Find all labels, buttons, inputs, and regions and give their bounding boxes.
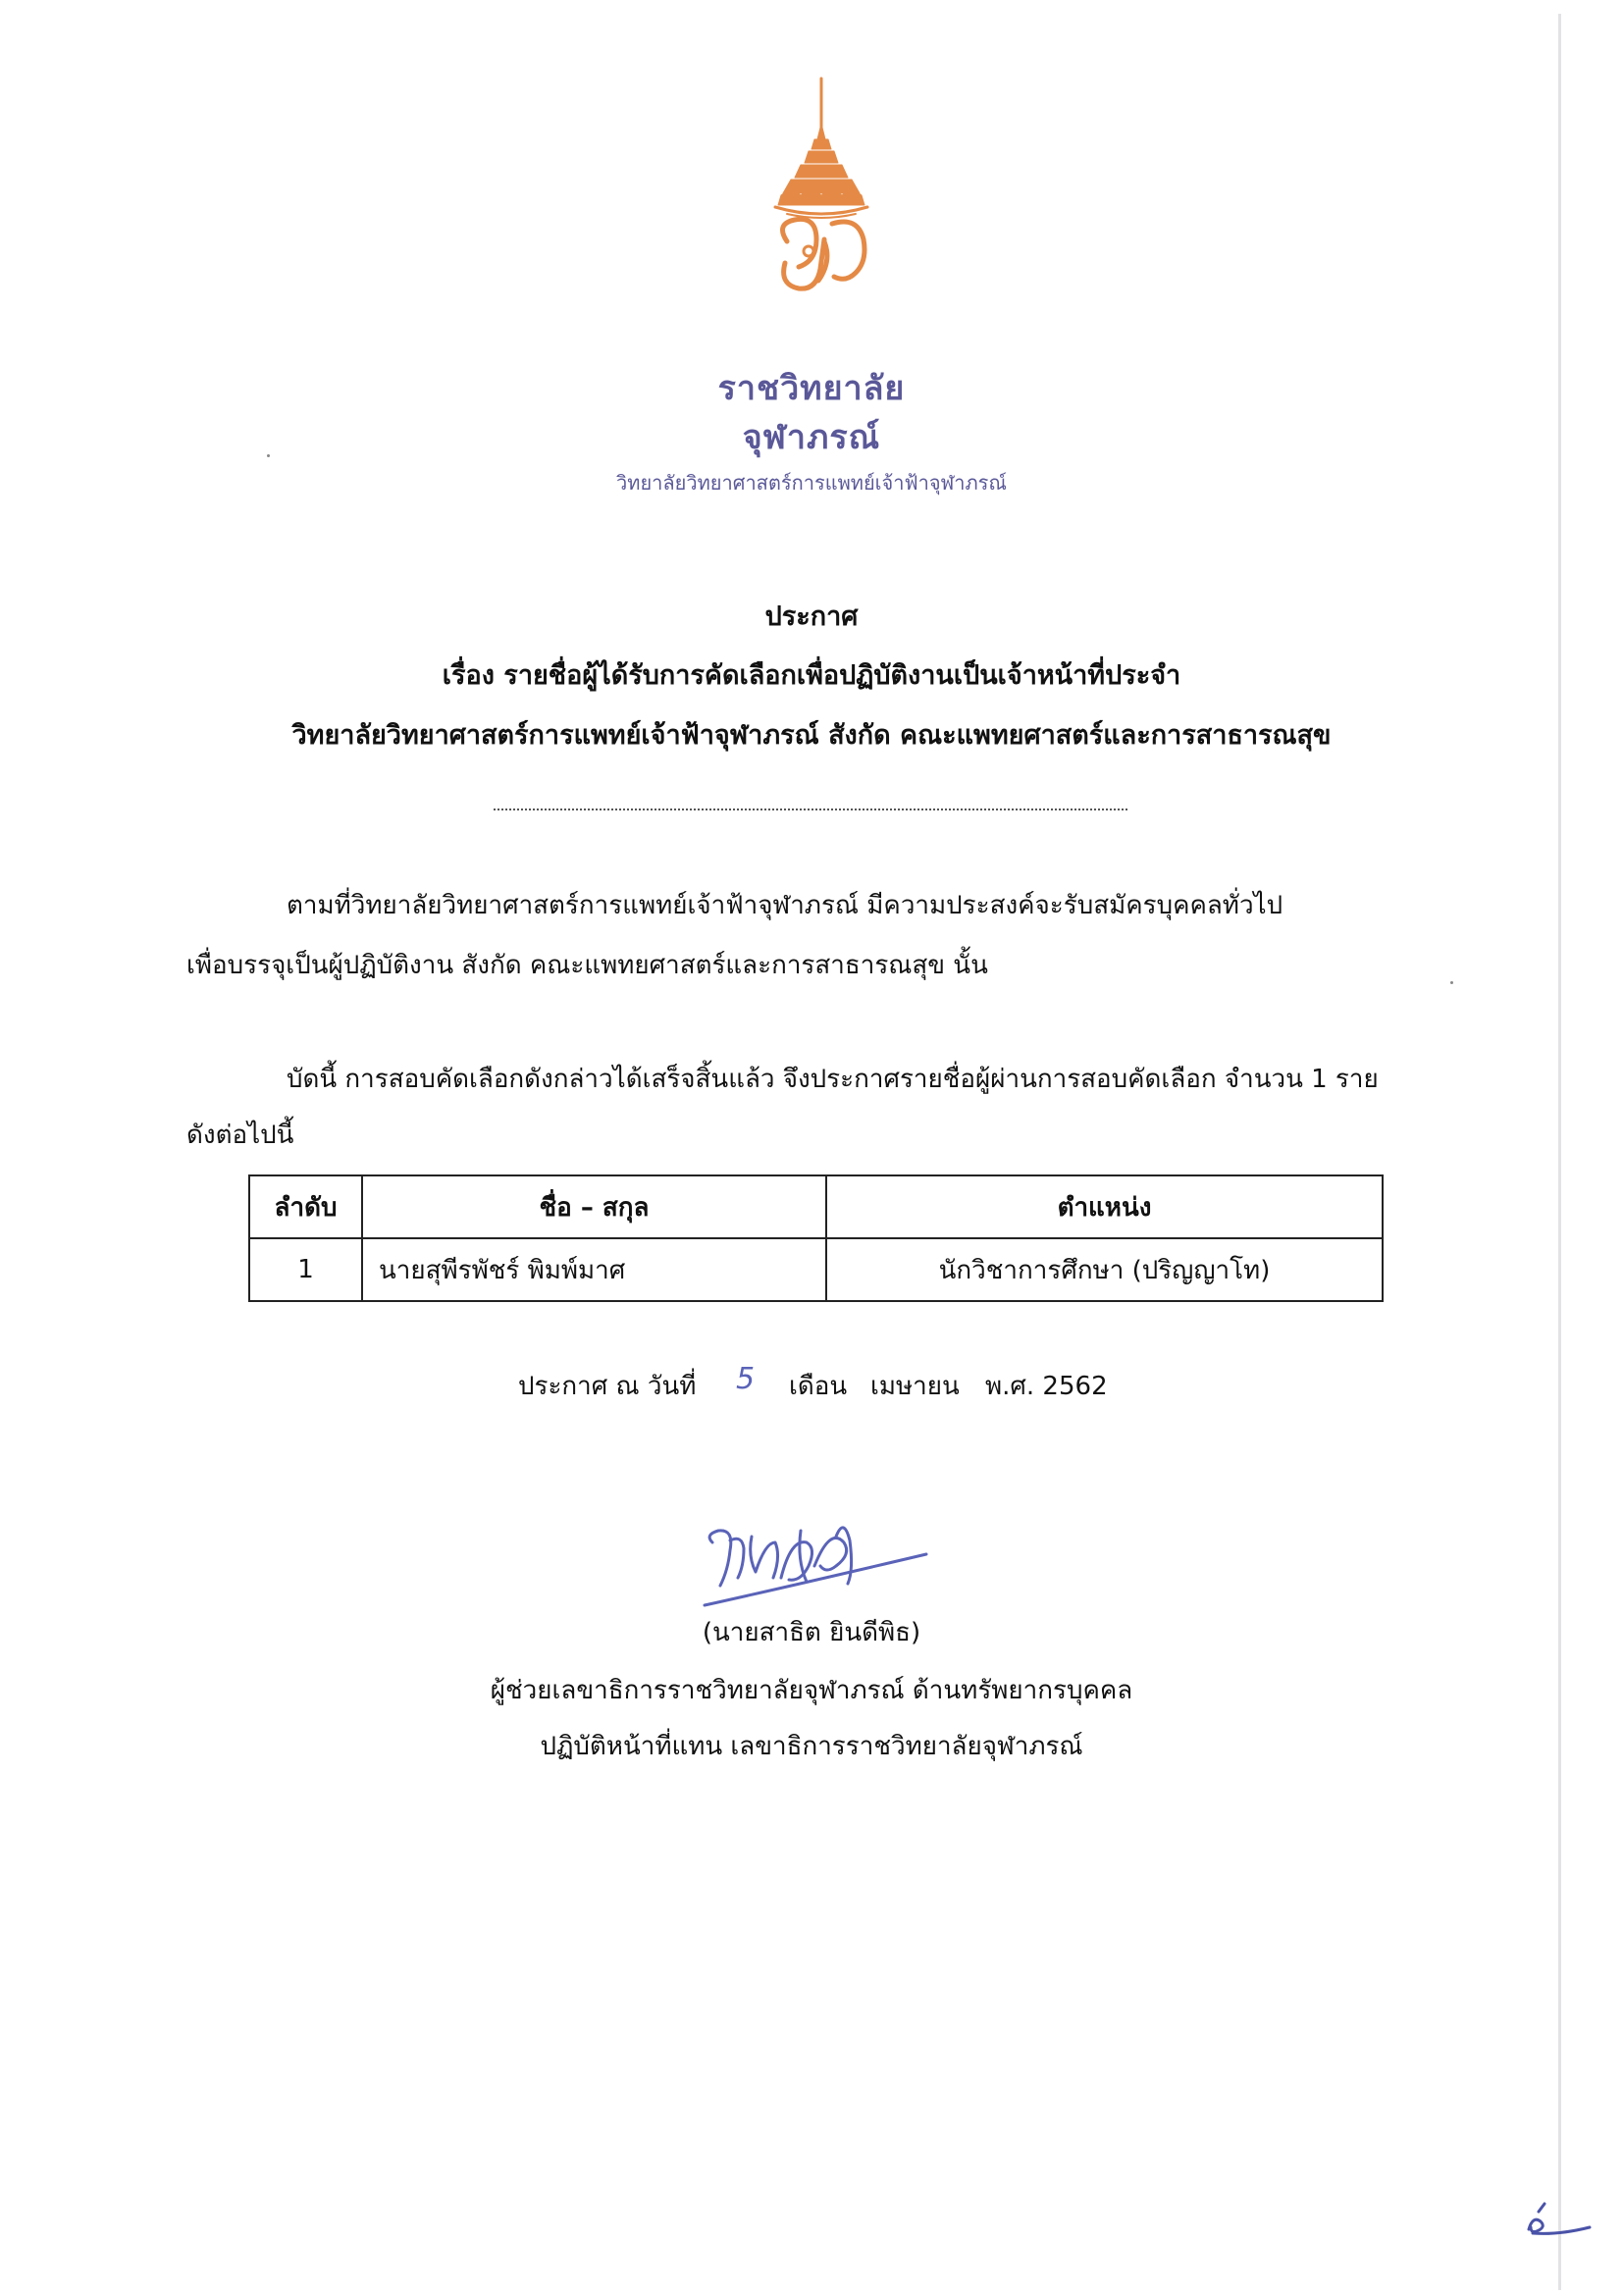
institution-name-line1: ราชวิทยาลัย [717, 369, 906, 408]
date-era-year: พ.ศ. 2562 [985, 1372, 1108, 1401]
page-edge-rule [1558, 14, 1561, 2290]
date-day-handwritten: 5 [736, 1362, 756, 1396]
institution-subtitle: วิทยาลัยวิทยาศาสตร์การแพทย์เจ้าฟ้าจุฬาภรณ์ [616, 471, 1007, 495]
subject-line-1: เรื่อง รายชื่อผู้ได้รับการคัดเลือกเพื่อปฏิบัติงานเป็นเจ้าหน้าที่ประจำ [442, 660, 1181, 691]
subject-line-2: วิทยาลัยวิทยาศาสตร์การแพทย์เจ้าฟ้าจุฬาภรณ์ สังกัด คณะแพทยศาสตร์และการสาธารณสุข [291, 720, 1332, 751]
signer-title-line-1: ผู้ช่วยเลขาธิการราชวิทยาลัยจุฬาภรณ์ ด้านทรัพยากรบุคคล [490, 1676, 1133, 1705]
signer-name: (นายสาธิต ยินดีพิธ) [702, 1618, 921, 1647]
table-header-row [249, 1175, 1383, 1238]
date-prefix: ประกาศ ณ วันที่ [518, 1372, 697, 1401]
announcement-title: ประกาศ [764, 601, 859, 632]
cell-position: นักวิชาการศึกษา (ปริญญาโท) [826, 1238, 1383, 1301]
handwritten-initial-mark-icon [1519, 2196, 1594, 2245]
scan-speck [1450, 981, 1453, 984]
column-header-name: ชื่อ – สกุล [362, 1175, 826, 1238]
chulabhorn-royal-emblem-icon [748, 77, 895, 341]
institution-name-line2: จุฬาภรณ์ [742, 418, 881, 457]
cell-name: นายสุพีรพัชร์ พิมพ์มาศ [362, 1238, 826, 1301]
column-header-position: ตำแหน่ง [826, 1175, 1383, 1238]
date-month: เมษายน [870, 1372, 960, 1401]
cell-order: 1 [249, 1238, 362, 1301]
date-month-label: เดือน [789, 1372, 848, 1401]
dotted-divider [494, 809, 1127, 810]
paragraph-1-line-2: เพื่อบรรจุเป็นผู้ปฏิบัติงาน สังกัด คณะแพทยศาสตร์และการสาธารณสุข นั้น [186, 951, 988, 980]
selected-candidates-table [248, 1174, 1384, 1302]
paragraph-2-line-2: ดังต่อไปนี้ [186, 1121, 294, 1150]
handwritten-signature-icon [699, 1507, 934, 1625]
paragraph-1-line-1: ตามที่วิทยาลัยวิทยาศาสตร์การแพทย์เจ้าฟ้าจุฬาภรณ์ มีความประสงค์จะรับสมัครบุคคลทั่วไป [287, 891, 1283, 920]
signer-title-line-2: ปฏิบัติหน้าที่แทน เลขาธิการราชวิทยาลัยจุฬาภรณ์ [540, 1732, 1083, 1761]
paragraph-2-line-1: บัดนี้ การสอบคัดเลือกดังกล่าวได้เสร็จสิ้นแล้ว จึงประกาศรายชื่อผู้ผ่านการสอบคัดเลือก จำนวน 1 ราย [287, 1065, 1379, 1094]
table-row [249, 1238, 1383, 1301]
column-header-order: ลำดับ [249, 1175, 362, 1238]
